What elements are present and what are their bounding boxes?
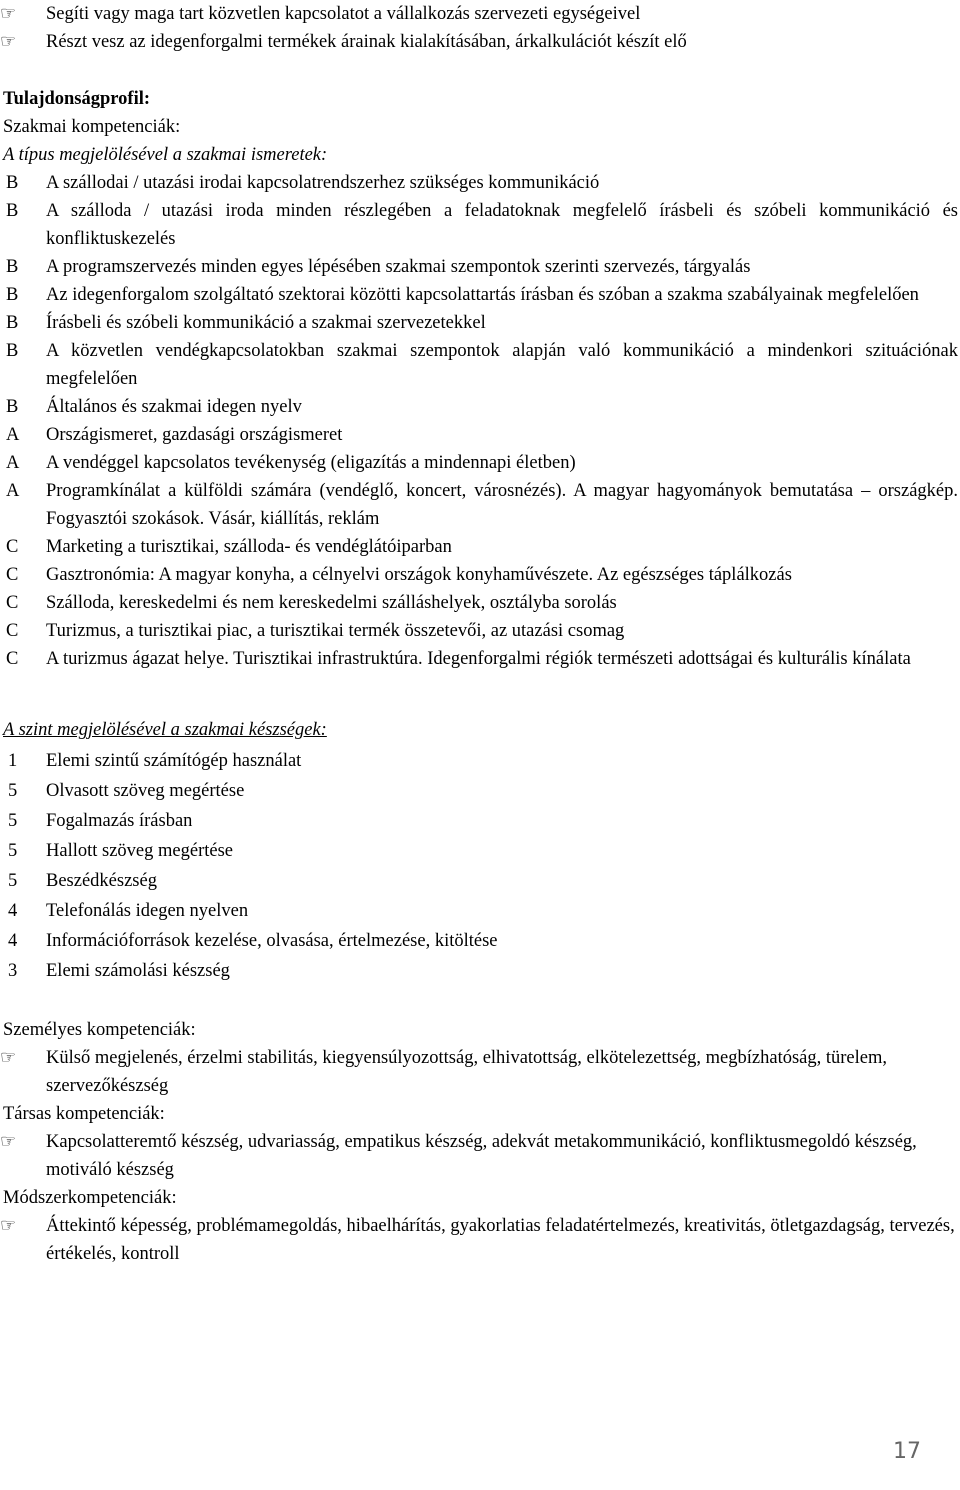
skills-heading: A szint megjelölésével a szakmai készségek: [3, 720, 327, 740]
skill-row [0, 776, 960, 806]
type-code: B [6, 313, 19, 333]
method-item [0, 1212, 960, 1268]
knowledge-text: A közvetlen vendégkapcsolatokban szakmai szempontok alapján való kommunikáció a mindenkori szituációnak megfelelően [46, 341, 958, 389]
knowledge-row [0, 421, 960, 449]
personal-heading: Személyes kompetenciák: [3, 1020, 196, 1040]
list-item-text: Segíti vagy maga tart közvetlen kapcsolatot a vállalkozás szervezeti egységeivel [46, 4, 641, 24]
knowledge-heading: A típus megjelölésével a szakmai ismeretek: [3, 145, 328, 165]
prof-comp-heading: Szakmai kompetenciák: [3, 117, 181, 137]
type-code: A [6, 453, 20, 473]
pointing-hand-icon: ☞ [0, 1047, 17, 1068]
skill-text: Információforrások kezelése, olvasása, értelmezése, kitöltése [46, 931, 498, 951]
skills-list [0, 746, 960, 986]
knowledge-row [0, 561, 960, 589]
skill-text: Olvasott szöveg megértése [46, 781, 245, 801]
method-text: Áttekintő képesség, problémamegoldás, hibaelhárítás, gyakorlatias feladatértelmezés, kreativitás, ötletgazdagság, tervezés, értékelés, kontroll [46, 1216, 955, 1264]
knowledge-row [0, 533, 960, 561]
knowledge-row [0, 645, 960, 673]
knowledge-row [0, 169, 960, 197]
skill-level: 5 [8, 841, 18, 861]
type-code: C [6, 565, 19, 585]
knowledge-text: Általános és szakmai idegen nyelv [46, 397, 302, 417]
skill-row [0, 746, 960, 776]
skill-level: 4 [8, 901, 18, 921]
skill-level: 5 [8, 871, 18, 891]
social-text: Kapcsolatteremtő készség, udvariasság, empatikus készség, adekvát metakommunikáció, konfliktusmegoldó készség, motiváló készség [46, 1132, 917, 1180]
pointing-hand-icon: ☞ [0, 31, 17, 52]
knowledge-text: A szállodai / utazási irodai kapcsolatrendszerhez szükséges kommunikáció [46, 173, 600, 193]
knowledge-row [0, 309, 960, 337]
skill-text: Beszédkészség [46, 871, 157, 891]
type-code: B [6, 397, 19, 417]
knowledge-row [0, 281, 960, 309]
pointing-hand-icon: ☞ [0, 3, 17, 24]
skill-row [0, 866, 960, 896]
top-bullet-list [0, 0, 960, 56]
knowledge-text: A szálloda / utazási iroda minden részlegében a feladatoknak megfelelő írásbeli és szóbeli kommunikáció és konfliktuskezelés [46, 201, 958, 249]
skill-text: Telefonálás idegen nyelven [46, 901, 249, 921]
knowledge-list [0, 169, 960, 673]
knowledge-row [0, 477, 960, 533]
knowledge-text: Turizmus, a turisztikai piac, a turisztikai termék összetevői, az utazási csomag [46, 621, 625, 641]
knowledge-text: A vendéggel kapcsolatos tevékenység (eligazítás a mindennapi életben) [46, 453, 576, 473]
skill-row [0, 836, 960, 866]
list-item [0, 0, 960, 28]
pointing-hand-icon: ☞ [0, 1215, 17, 1236]
type-code: B [6, 201, 19, 221]
knowledge-row [0, 449, 960, 477]
type-code: B [6, 341, 19, 361]
knowledge-row [0, 617, 960, 645]
skill-row [0, 926, 960, 956]
personal-item [0, 1044, 960, 1100]
knowledge-text: Programkínálat a külföldi számára (vendéglő, koncert, városnézés). A magyar hagyományok bemutatása – országkép. Fogyasztói szokások. Vásár, kiállítás, reklám [46, 481, 958, 529]
skill-text: Fogalmazás írásban [46, 811, 193, 831]
skill-level: 3 [8, 961, 18, 981]
method-heading: Módszerkompetenciák: [3, 1188, 177, 1208]
knowledge-text: Gasztronómia: A magyar konyha, a célnyelvi országok konyhaművészete. Az egészséges táplálkozás [46, 565, 792, 585]
skill-level: 5 [8, 811, 18, 831]
skill-text: Elemi szintű számítógép használat [46, 751, 302, 771]
knowledge-row [0, 197, 960, 253]
page-number: 17 [893, 1439, 921, 1464]
knowledge-text: Írásbeli és szóbeli kommunikáció a szakmai szervezetekkel [46, 313, 486, 333]
knowledge-text: A turizmus ágazat helye. Turisztikai infrastruktúra. Idegenforgalmi régiók természeti adottságai és kulturális kínálata [46, 649, 911, 669]
knowledge-row [0, 337, 960, 393]
profile-heading: Tulajdonságprofil: [3, 89, 151, 109]
skill-row [0, 896, 960, 926]
knowledge-text: Az idegenforgalom szolgáltató szektorai közötti kapcsolattartás írásban és szóban a szakma szabályainak megfelelően [46, 285, 919, 305]
pointing-hand-icon: ☞ [0, 1131, 17, 1152]
type-code: C [6, 593, 19, 613]
knowledge-row [0, 253, 960, 281]
knowledge-text: Szálloda, kereskedelmi és nem kereskedelmi szálláshelyek, osztályba sorolás [46, 593, 617, 613]
type-code: A [6, 425, 20, 445]
skill-text: Elemi számolási készség [46, 961, 230, 981]
list-item-text: Részt vesz az idegenforgalmi termékek árainak kialakításában, árkalkulációt készít elő [46, 32, 687, 52]
list-item [0, 28, 960, 56]
type-code: A [6, 481, 20, 501]
type-code: C [6, 537, 19, 557]
knowledge-row [0, 393, 960, 421]
knowledge-text: Marketing a turisztikai, szálloda- és vendéglátóiparban [46, 537, 452, 557]
knowledge-text: Országismeret, gazdasági országismeret [46, 425, 343, 445]
skill-level: 5 [8, 781, 18, 801]
skill-text: Hallott szöveg megértése [46, 841, 233, 861]
skill-row [0, 956, 960, 986]
knowledge-row [0, 589, 960, 617]
social-item [0, 1128, 960, 1184]
type-code: C [6, 621, 19, 641]
type-code: B [6, 285, 19, 305]
skill-level: 4 [8, 931, 18, 951]
personal-text: Külső megjelenés, érzelmi stabilitás, kiegyensúlyozottság, elhivatottság, elkötelezettség, megbízhatóság, türelem, szervezőkészség [46, 1048, 887, 1096]
social-heading: Társas kompetenciák: [3, 1104, 165, 1124]
knowledge-text: A programszervezés minden egyes lépésében szakmai szempontok szerinti szervezés, tárgyalás [46, 257, 751, 277]
skill-row [0, 806, 960, 836]
type-code: B [6, 173, 19, 193]
type-code: B [6, 257, 19, 277]
skill-level: 1 [8, 751, 18, 771]
type-code: C [6, 649, 19, 669]
